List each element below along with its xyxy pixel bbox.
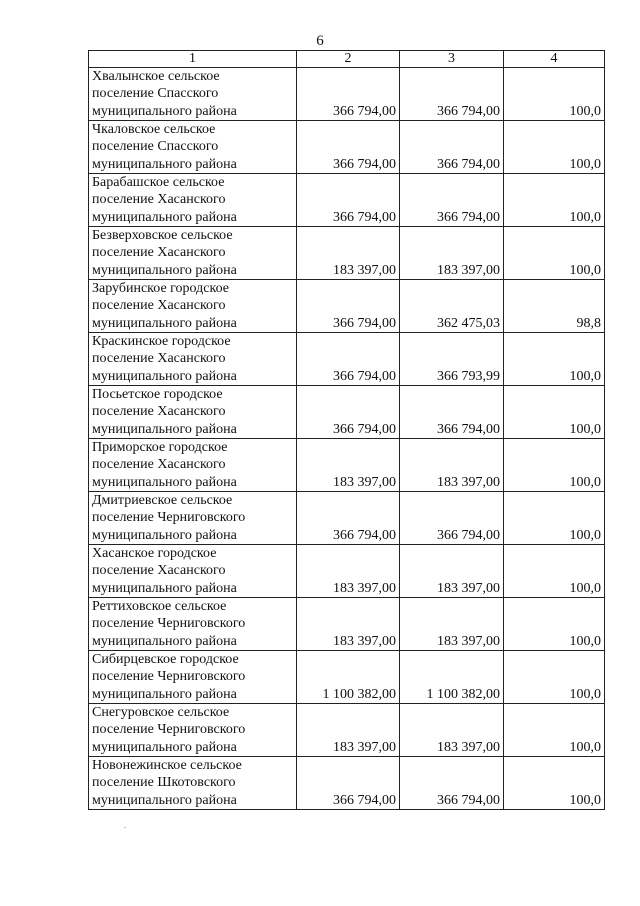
actual-amount-cell: 366 794,00 bbox=[400, 121, 504, 174]
percent-cell: 100,0 bbox=[504, 598, 605, 651]
table-row bbox=[89, 68, 605, 121]
percent-cell: 100,0 bbox=[504, 651, 605, 704]
page-number: 6 bbox=[316, 33, 324, 49]
municipality-name-cell: Сибирцевское городское поселение Черниговского муниципального района bbox=[89, 651, 297, 704]
planned-amount-cell: 183 397,00 bbox=[297, 704, 400, 757]
municipality-name-cell: Реттиховское сельское поселение Черниговского муниципального района bbox=[89, 598, 297, 651]
percent-cell: 100,0 bbox=[504, 68, 605, 121]
actual-amount-cell: 183 397,00 bbox=[400, 227, 504, 280]
percent-cell: 100,0 bbox=[504, 386, 605, 439]
municipality-name-cell: Зарубинское городское поселение Хасанского муниципального района bbox=[89, 280, 297, 333]
table-row bbox=[89, 121, 605, 174]
actual-amount-cell: 183 397,00 bbox=[400, 545, 504, 598]
percent-cell: 100,0 bbox=[504, 492, 605, 545]
municipality-name-cell: Барабашское сельское поселение Хасанского муниципального района bbox=[89, 174, 297, 227]
table-row bbox=[89, 492, 605, 545]
actual-amount-cell: 183 397,00 bbox=[400, 439, 504, 492]
municipality-name-cell: Чкаловское сельское поселение Спасского муниципального района bbox=[89, 121, 297, 174]
percent-cell: 100,0 bbox=[504, 704, 605, 757]
planned-amount-cell: 366 794,00 bbox=[297, 333, 400, 386]
actual-amount-cell: 183 397,00 bbox=[400, 598, 504, 651]
table-row bbox=[89, 174, 605, 227]
planned-amount-cell: 366 794,00 bbox=[297, 68, 400, 121]
header-col-3: 3 bbox=[400, 51, 504, 68]
municipality-name-cell: Хвалынское сельское поселение Спасского муниципального района bbox=[89, 68, 297, 121]
planned-amount-cell: 366 794,00 bbox=[297, 492, 400, 545]
table-row bbox=[89, 704, 605, 757]
municipality-name-cell: Дмитриевское сельское поселение Черниговского муниципального района bbox=[89, 492, 297, 545]
actual-amount-cell: 366 794,00 bbox=[400, 492, 504, 545]
table-row bbox=[89, 757, 605, 810]
budget-table bbox=[88, 50, 605, 810]
municipality-name-cell: Снегуровское сельское поселение Черниговского муниципального района bbox=[89, 704, 297, 757]
planned-amount-cell: 183 397,00 bbox=[297, 545, 400, 598]
actual-amount-cell: 366 794,00 bbox=[400, 68, 504, 121]
planned-amount-cell: 1 100 382,00 bbox=[297, 651, 400, 704]
planned-amount-cell: 366 794,00 bbox=[297, 386, 400, 439]
percent-cell: 98,8 bbox=[504, 280, 605, 333]
header-col-4: 4 bbox=[504, 51, 605, 68]
percent-cell: 100,0 bbox=[504, 121, 605, 174]
actual-amount-cell: 366 794,00 bbox=[400, 386, 504, 439]
header-col-2: 2 bbox=[297, 51, 400, 68]
planned-amount-cell: 183 397,00 bbox=[297, 598, 400, 651]
actual-amount-cell: 366 793,99 bbox=[400, 333, 504, 386]
actual-amount-cell: 366 794,00 bbox=[400, 757, 504, 810]
percent-cell: 100,0 bbox=[504, 439, 605, 492]
scan-speck bbox=[124, 827, 126, 828]
table-row bbox=[89, 598, 605, 651]
planned-amount-cell: 183 397,00 bbox=[297, 439, 400, 492]
percent-cell: 100,0 bbox=[504, 227, 605, 280]
planned-amount-cell: 366 794,00 bbox=[297, 174, 400, 227]
actual-amount-cell: 362 475,03 bbox=[400, 280, 504, 333]
actual-amount-cell: 366 794,00 bbox=[400, 174, 504, 227]
table-header-row bbox=[89, 51, 605, 68]
percent-cell: 100,0 bbox=[504, 757, 605, 810]
percent-cell: 100,0 bbox=[504, 174, 605, 227]
table-row bbox=[89, 227, 605, 280]
table-row bbox=[89, 280, 605, 333]
planned-amount-cell: 366 794,00 bbox=[297, 280, 400, 333]
table-row bbox=[89, 545, 605, 598]
table-row bbox=[89, 651, 605, 704]
municipality-name-cell: Хасанское городское поселение Хасанского муниципального района bbox=[89, 545, 297, 598]
table-row bbox=[89, 333, 605, 386]
municipality-name-cell: Краскинское городское поселение Хасанского муниципального района bbox=[89, 333, 297, 386]
table-row bbox=[89, 439, 605, 492]
percent-cell: 100,0 bbox=[504, 545, 605, 598]
municipality-name-cell: Безверховское сельское поселение Хасанского муниципального района bbox=[89, 227, 297, 280]
table-row bbox=[89, 386, 605, 439]
municipality-name-cell: Приморское городское поселение Хасанского муниципального района bbox=[89, 439, 297, 492]
actual-amount-cell: 183 397,00 bbox=[400, 704, 504, 757]
actual-amount-cell: 1 100 382,00 bbox=[400, 651, 504, 704]
planned-amount-cell: 183 397,00 bbox=[297, 227, 400, 280]
municipality-name-cell: Новонежинское сельское поселение Шкотовского муниципального района bbox=[89, 757, 297, 810]
header-col-1: 1 bbox=[89, 51, 297, 68]
planned-amount-cell: 366 794,00 bbox=[297, 757, 400, 810]
municipality-name-cell: Посьетское городское поселение Хасанского муниципального района bbox=[89, 386, 297, 439]
planned-amount-cell: 366 794,00 bbox=[297, 121, 400, 174]
percent-cell: 100,0 bbox=[504, 333, 605, 386]
